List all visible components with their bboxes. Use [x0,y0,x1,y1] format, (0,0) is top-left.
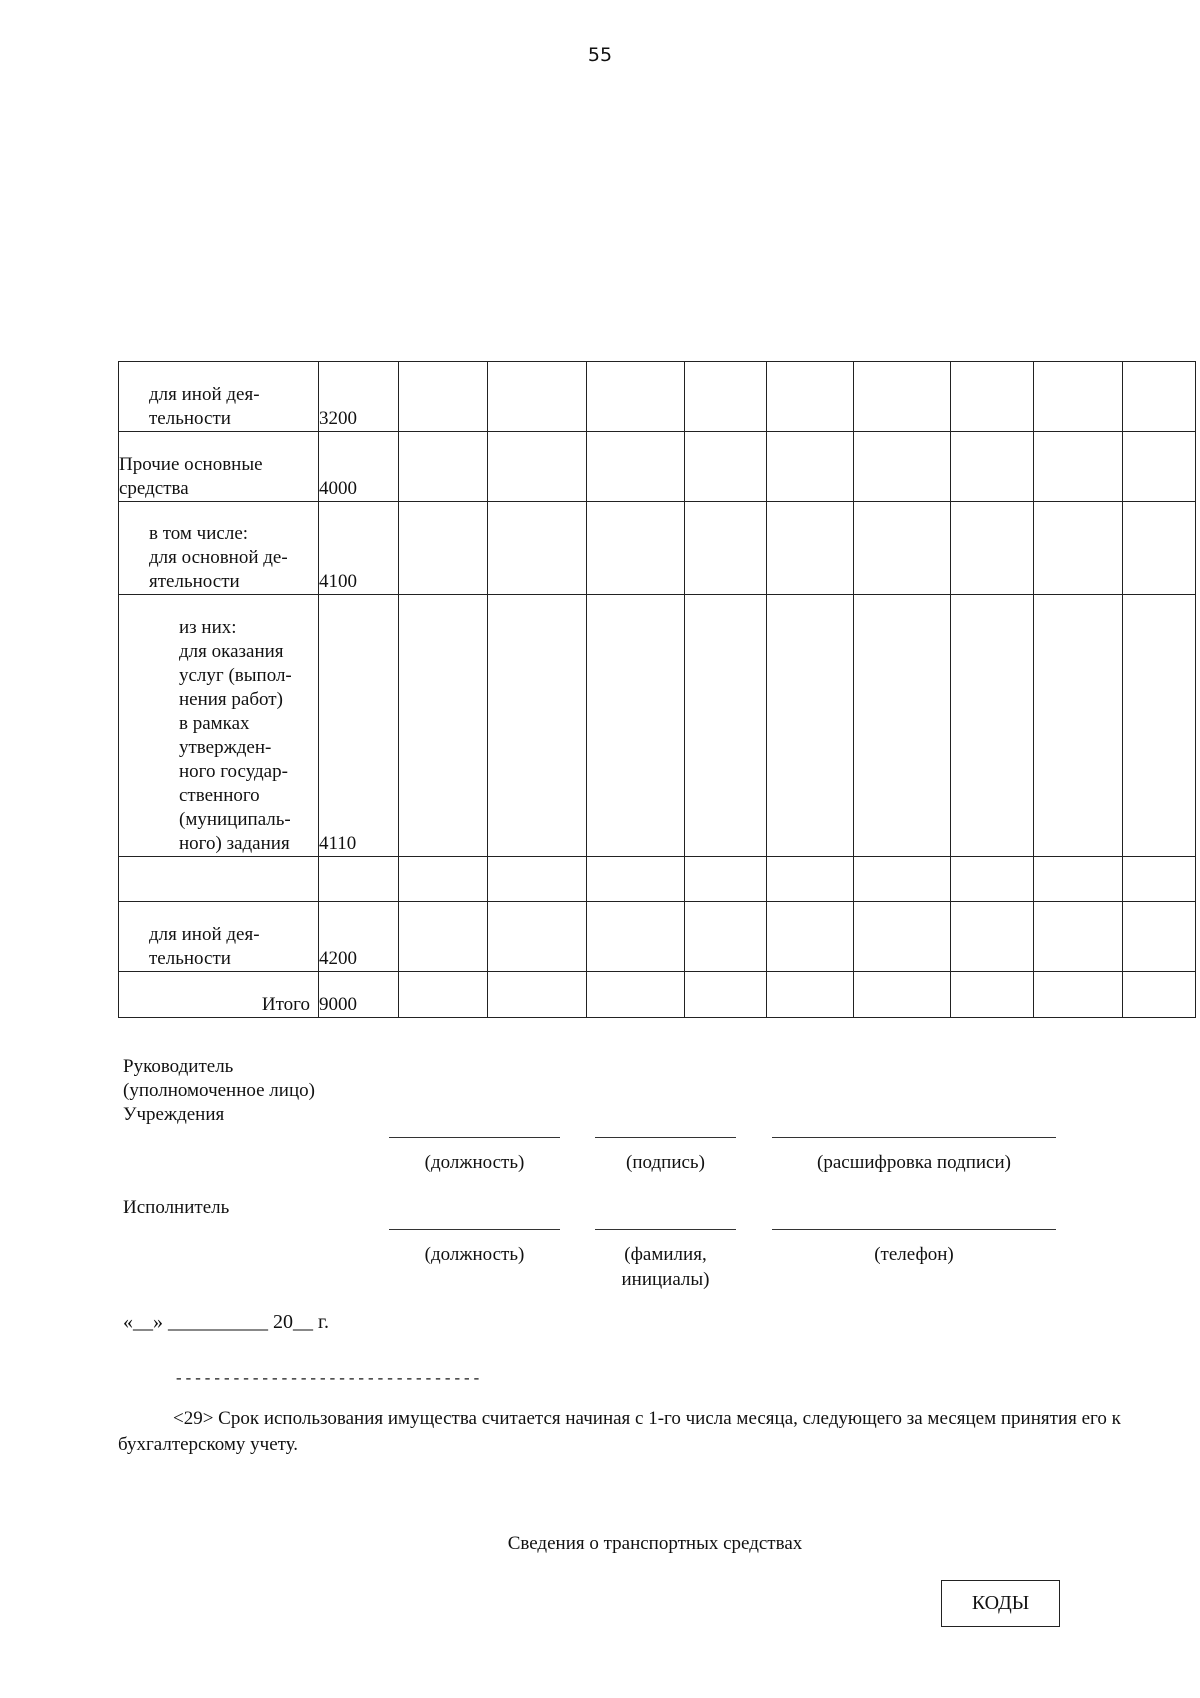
table-row [119,362,1196,432]
table-row [119,857,1196,902]
row-label-line: тельности [149,948,231,969]
codes-box: КОДЫ [941,1580,1060,1627]
value-cell[interactable] [767,502,854,595]
value-cell[interactable] [488,972,587,1018]
row-label-cell [119,502,319,595]
value-cell[interactable] [399,432,488,502]
row-label-line: для основной де- [149,547,288,568]
row-label-line: средства [119,478,189,499]
row-label-cell [119,902,319,972]
value-cell[interactable] [587,857,685,902]
value-cell[interactable] [1034,502,1123,595]
value-cell[interactable] [399,902,488,972]
value-cell[interactable] [685,502,767,595]
value-cell[interactable] [854,972,951,1018]
value-cell[interactable] [1123,857,1196,902]
value-cell[interactable] [951,432,1034,502]
executor-label: Исполнитель [123,1197,230,1218]
value-cell[interactable] [1123,972,1196,1018]
row-label-line: утвержден- [179,737,272,758]
executor-phone-line[interactable] [772,1229,1056,1230]
executor-surname-caption-line: инициалы) [621,1269,710,1290]
row-code-cell: 4110 [319,595,399,857]
value-cell[interactable] [685,432,767,502]
value-cell[interactable] [1034,432,1123,502]
value-cell[interactable] [587,432,685,502]
head-name-line[interactable] [772,1137,1056,1138]
value-cell[interactable] [685,595,767,857]
value-cell[interactable] [685,857,767,902]
value-cell[interactable] [399,595,488,857]
executor-surname-caption [595,1242,736,1292]
table-row [119,972,1196,1018]
value-cell[interactable] [767,362,854,432]
executor-surname-caption-line: (фамилия, [624,1244,707,1265]
head-label [123,1055,315,1127]
value-cell[interactable] [854,502,951,595]
value-cell[interactable] [1123,362,1196,432]
value-cell[interactable] [399,362,488,432]
executor-position-caption: (должность) [424,1244,525,1265]
row-label-line: для иной дея- [149,384,260,405]
row-code-cell: 3200 [319,362,399,432]
value-cell[interactable] [399,857,488,902]
value-cell[interactable] [1123,502,1196,595]
value-cell[interactable] [767,902,854,972]
head-label-line: Руководитель [123,1056,234,1077]
row-label-line: из них: [179,617,237,638]
value-cell[interactable] [767,857,854,902]
footnote-29: <29> Срок использования имущества считается начиная с 1-го числа месяца, следующего за месяцем принятия его к бухгалтерскому учету. [118,1408,1121,1455]
row-label-line: ного) задания [179,833,290,854]
section-title: Сведения о транспортных средствах [507,1533,803,1554]
value-cell[interactable] [488,432,587,502]
value-cell[interactable] [951,972,1034,1018]
row-label-cell [119,432,319,502]
value-cell[interactable] [854,857,951,902]
head-label-line: (уполномоченное лицо) [123,1080,315,1101]
value-cell[interactable] [854,362,951,432]
value-cell[interactable] [767,972,854,1018]
head-label-line: Учреждения [123,1104,225,1125]
value-cell[interactable] [951,595,1034,857]
value-cell[interactable] [488,362,587,432]
value-cell[interactable] [685,902,767,972]
value-cell[interactable] [399,502,488,595]
row-label-cell [119,595,319,857]
head-signature-line[interactable] [595,1137,736,1138]
head-signature-caption: (подпись) [626,1152,705,1173]
value-cell[interactable] [587,595,685,857]
row-label-line: для иной дея- [149,924,260,945]
value-cell[interactable] [1034,595,1123,857]
row-label-line: ного государ- [179,761,288,782]
value-cell[interactable] [587,502,685,595]
value-cell[interactable] [1034,857,1123,902]
value-cell[interactable] [1123,902,1196,972]
row-label-line: тельности [149,408,231,429]
value-cell[interactable] [854,902,951,972]
value-cell[interactable] [1123,595,1196,857]
row-label-line: в том числе: [149,523,249,544]
assets-table [118,361,1196,1018]
row-label-line: в рамках [179,713,250,734]
row-label-line: ятельности [149,571,240,592]
head-position-line[interactable] [389,1137,560,1138]
value-cell[interactable] [1034,902,1123,972]
row-code-cell: 4200 [319,902,399,972]
row-label-line: нения работ) [179,689,283,710]
row-code-cell [319,857,399,902]
row-label-line: для оказания [179,641,284,662]
value-cell[interactable] [399,972,488,1018]
executor-surname-line[interactable] [595,1229,736,1230]
value-cell[interactable] [951,502,1034,595]
value-cell[interactable] [488,595,587,857]
value-cell[interactable] [587,972,685,1018]
row-code-cell: 9000 [319,972,399,1018]
value-cell[interactable] [685,972,767,1018]
executor-position-line[interactable] [389,1229,560,1230]
row-label-line: ственного [179,785,260,806]
value-cell[interactable] [854,432,951,502]
value-cell[interactable] [685,362,767,432]
row-label-line: (муниципаль- [179,809,291,830]
value-cell[interactable] [488,902,587,972]
value-cell[interactable] [951,362,1034,432]
row-label-cell [119,857,319,902]
value-cell[interactable] [951,857,1034,902]
value-cell[interactable] [488,502,587,595]
table-row [119,595,1196,857]
row-label-line: Итого [261,994,310,1015]
table-row [119,502,1196,595]
value-cell[interactable] [767,432,854,502]
table-row [119,432,1196,502]
value-cell[interactable] [1123,432,1196,502]
value-cell[interactable] [1034,972,1123,1018]
value-cell[interactable] [488,857,587,902]
value-cell[interactable] [587,362,685,432]
value-cell[interactable] [587,902,685,972]
value-cell[interactable] [1034,362,1123,432]
footnote-separator: -------------------------------- [174,1370,482,1388]
value-cell[interactable] [854,595,951,857]
row-label-line: услуг (выпол- [179,665,292,686]
value-cell[interactable] [951,902,1034,972]
row-label-cell [119,972,319,1018]
head-name-caption: (расшифровка подписи) [817,1152,1011,1173]
executor-phone-caption: (телефон) [874,1244,954,1265]
row-label-line: Прочие основные [119,454,263,475]
table-row [119,902,1196,972]
page-number: 55 [587,44,613,66]
row-label-cell [119,362,319,432]
row-code-cell: 4100 [319,502,399,595]
row-code-cell: 4000 [319,432,399,502]
date-line: «__» __________ 20__ г. [123,1311,329,1333]
value-cell[interactable] [767,595,854,857]
head-position-caption: (должность) [424,1152,525,1173]
